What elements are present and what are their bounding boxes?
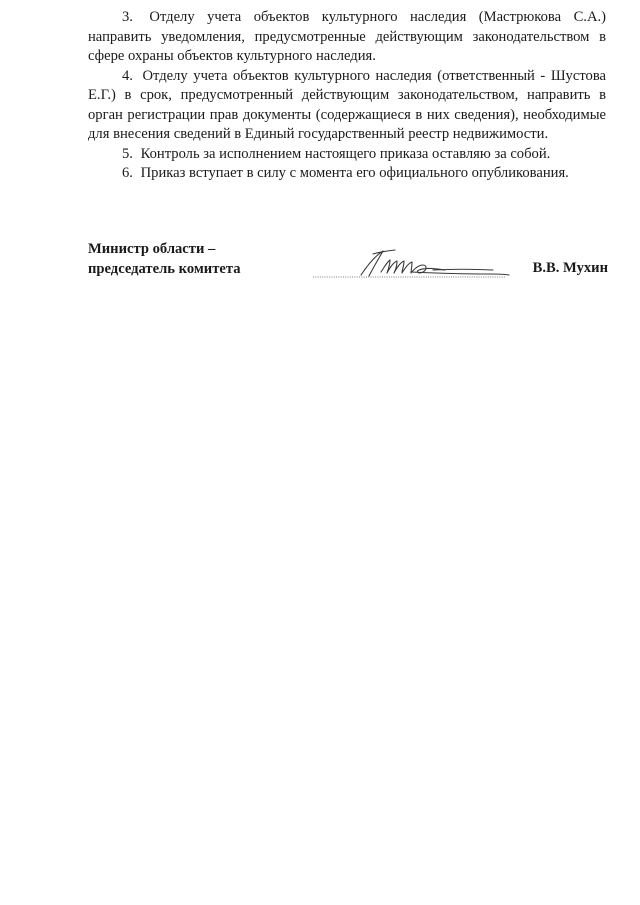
paragraph-text: Отделу учета объектов культурного наследия (Мастрюкова С.А.) направить уведомления, предусмотренные действующим законодательством в сфере охраны объектов культурного наследия. xyxy=(88,9,606,64)
order-body xyxy=(88,8,606,184)
paragraph-text: Приказ вступает в силу с момента его официального опубликования. xyxy=(140,165,569,181)
paragraph-text: Контроль за исполнением настоящего приказа оставляю за собой. xyxy=(140,145,551,162)
signatory-name: В.В. Мухин xyxy=(532,260,608,276)
paragraph-number: 5. xyxy=(122,145,133,162)
signatory-title-line1: Министр области – xyxy=(88,241,216,257)
paragraph-6 xyxy=(88,164,606,184)
paragraph-5 xyxy=(88,145,606,165)
paragraph-number: 4. xyxy=(122,67,133,84)
paragraph-3 xyxy=(88,8,606,67)
signatory-title-line2: председатель комитета xyxy=(88,260,241,277)
paragraph-text: Отделу учета объектов культурного наследия (ответственный - Шустова Е.Г.) в срок, предусмотренный действующим законодательством, направить в орган регистрации прав документы (содержащиеся в них сведения), необходимые для внесения сведений в Единый государственный реестр недвижимости. xyxy=(88,67,606,142)
signatory-title xyxy=(88,240,241,279)
paragraph-4 xyxy=(88,67,606,145)
paragraph-number: 3. xyxy=(122,9,133,25)
signature-block xyxy=(88,240,608,290)
paragraph-number: 6. xyxy=(122,165,133,181)
